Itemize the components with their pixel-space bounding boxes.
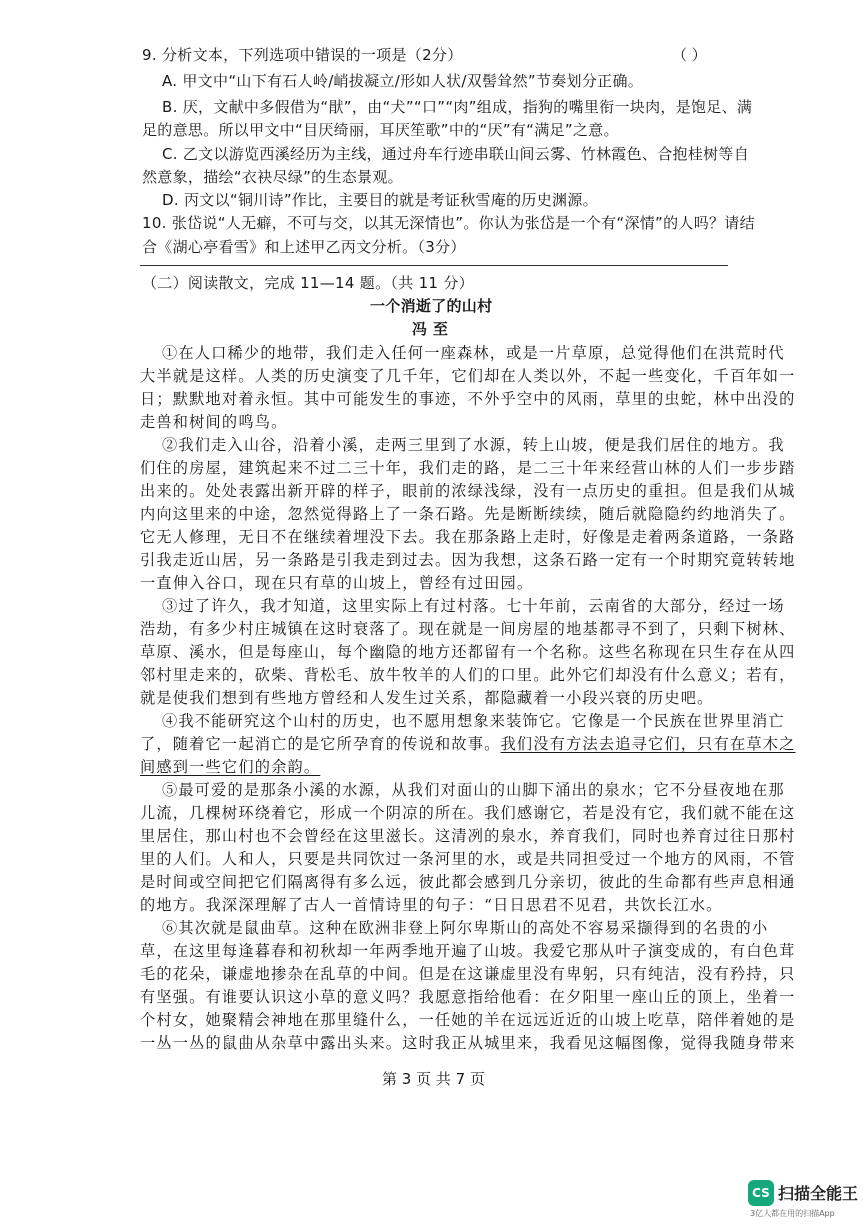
essay-author: 冯 至 (412, 320, 449, 338)
essay-line: 一直伸入谷口，现在只有草的山坡上，曾经有过田园。 (140, 574, 534, 592)
essay-line: 内向这里来的中途，忽然觉得路上了一条石路。先是断断续续，随后就隐隐约约地消失了。 (140, 505, 796, 523)
essay-line: 是时间或空间把它们隔离得有多么远，彼此都会感到几分亲切，彼此的生命都有些声息相通 (140, 873, 796, 891)
essay-line: ②我们走入山谷，沿着小溪，走两三里到了水源，转上山坡，便是我们居住的地方。我 (162, 436, 785, 454)
page-footer: 第 3 页 共 7 页 (382, 1070, 485, 1088)
q9-option-b-cont: 足的意思。所以甲文中“目厌绮丽，耳厌笙歌”中的“厌”有“满足”之意。 (142, 121, 619, 139)
section-heading: （二）阅读散文，完成 11—14 题。（共 11 分） (142, 274, 474, 292)
essay-line: ④我不能研究这个山村的历史，也不愿用想象来装饰它。它像是一个民族在世界里消亡 (162, 712, 785, 730)
q9-answer-paren: （ ） (672, 46, 707, 64)
q10-line1: 10. 张岱说“人无癖，不可与交，以其无深情也”。你认为张岱是一个有“深情”的人吗？请结 (142, 214, 755, 232)
essay-line: 它无人修理，无日不在继续着埋没下去。我在那条路上走时，好像是走着两条道路，一条路 (140, 528, 796, 546)
app-name: 扫描全能王 (778, 1184, 859, 1203)
scanner-app-badge (748, 1178, 858, 1220)
essay-line: 个村女，她聚精会神地在那里缝什么，一任她的羊在远远近近的山坡上吃草，陪伴着她的是 (140, 1011, 796, 1029)
essay-line: 引我走近山居，另一条路是引我走到过去。因为我想，这条石路一定有一个时期究竟转转地 (140, 551, 796, 569)
essay-line: ③过了许久，我才知道，这里实际上有过村落。七十年前，云南省的大部分，经过一场 (162, 597, 785, 615)
camscanner-logo-icon: CS (748, 1180, 774, 1206)
section-divider (140, 265, 728, 266)
underlined-sentence-part1: 我们没有方法去追寻它们，只有在草木之 (500, 735, 796, 753)
q9-option-c: C. 乙文以游览西溪经历为主线，通过舟车行迹串联山间云雾、竹林霞色、合抱桂树等自 (162, 145, 750, 163)
underlined-sentence-part2: 间感到一些它们的余韵。 (140, 758, 321, 776)
essay-line: 里居住，那山村也不会曾经在这里滋长。这清冽的泉水，养育我们，同时也养育过往日那村 (140, 827, 796, 845)
essay-line: 草，在这里每逢暮春和初秋却一年两季地开遍了山坡。我爱它那从叶子演变成的，有白色茸 (140, 942, 796, 960)
q9-option-d: D. 丙文以“铜川诗”作比，主要目的就是考证秋雪庵的历史渊源。 (162, 191, 598, 209)
essay-line: ①在人口稀少的地带，我们走入任何一座森林，或是一片草原，总觉得他们在洪荒时代 (162, 344, 785, 362)
essay-line: 有坚强。有谁要认识这小草的意义吗？我愿意指给他看：在夕阳里一座山丘的顶上，坐着一 (140, 988, 796, 1006)
q10-line2: 合《湖心亭看雪》和上述甲乙丙文分析。（3分） (142, 238, 466, 256)
essay-line: ⑤最可爱的是那条小溪的水源，从我们对面山的山脚下涌出的泉水；它不分昼夜地在那 (162, 781, 785, 799)
app-tagline: 3亿人都在用的扫描App (750, 1209, 835, 1218)
essay-line-plain: 了，随着它一起消亡的是它所孕育的传说和故事。 (140, 735, 501, 753)
essay-line: 日；默默地对着永恒。其中可能发生的事迹，不外乎空中的风雨，草里的虫蛇，林中出没的 (140, 390, 796, 408)
essay-line: 里的人们。人和人，只要是共同饮过一条河里的水，或是共同担受过一个地方的风雨，不管 (140, 850, 796, 868)
q9-option-b: B. 厌，文献中多假借为“猒”，由“犬”“口”“肉”组成，指狗的嘴里衔一块肉，是饱足、满 (162, 98, 753, 116)
essay-line: 走兽和树间的鸣鸟。 (140, 413, 288, 431)
q9-option-c-cont: 然意象，描绘“衣袂尽绿”的生态景观。 (142, 168, 403, 186)
essay-line: 就是使我们想到有些地方曾经和人发生过关系，都隐藏着一小段兴衰的历史吧。 (140, 689, 714, 707)
essay-line: 们住的房屋，建筑起来不过二三十年，我们走的路，是二三十年来经营山林的人们一步步踏 (140, 459, 796, 477)
q9-option-a: A. 甲文中“山下有石人岭/峭拔凝立/形如人状/双髻耸然”节奏划分正确。 (162, 72, 644, 90)
essay-line: ⑥其次就是鼠曲草。这种在欧洲非登上阿尔卑斯山的高处不容易采撷得到的名贵的小 (162, 919, 769, 937)
essay-line: 草原、溪水，但是每座山，每个幽隐的地方还都留有一个名称。这些名称现在只生存在从四 (140, 643, 796, 661)
q9-stem: 9. 分析文本，下列选项中错误的一项是（2分） (142, 46, 463, 64)
essay-line: 大半就是这样。人类的历史演变了几千年，它们却在人类以外，不起一些变化，千百年如一 (140, 367, 796, 385)
essay-line: 浩劫，有多少村庄城镇在这时衰落了。现在就是一间房屋的地基都寻不到了，只剩下树林、 (140, 620, 796, 638)
essay-line: 出来的。处处表露出新开辟的样子，眼前的浓绿浅绿，没有一点历史的重担。但是我们从城 (140, 482, 796, 500)
essay-line: 邻村里走来的，砍柴、背松毛、放牛牧羊的人们的口里。此外它们却没有什么意义；若有， (140, 666, 796, 684)
essay-line: 一丛一丛的鼠曲从杂草中露出头来。这时我正从城里来，我看见这幅图像，觉得我随身带来 (140, 1034, 796, 1052)
essay-line: 儿流，几棵树环绕着它，形成一个阴凉的所在。我们感谢它，若是没有它，我们就不能在这 (140, 804, 796, 822)
essay-line: 毛的花朵，谦虚地掺杂在乱草的中间。但是在这谦虚里没有卑躬，只有纯洁，没有矜持，只 (140, 965, 796, 983)
essay-title: 一个消逝了的山村 (370, 297, 493, 315)
essay-line: 的地方。我深深理解了古人一首情诗里的句子：“日日思君不见君，共饮长江水。 (140, 896, 723, 914)
essay-line-with-underline (140, 733, 796, 754)
